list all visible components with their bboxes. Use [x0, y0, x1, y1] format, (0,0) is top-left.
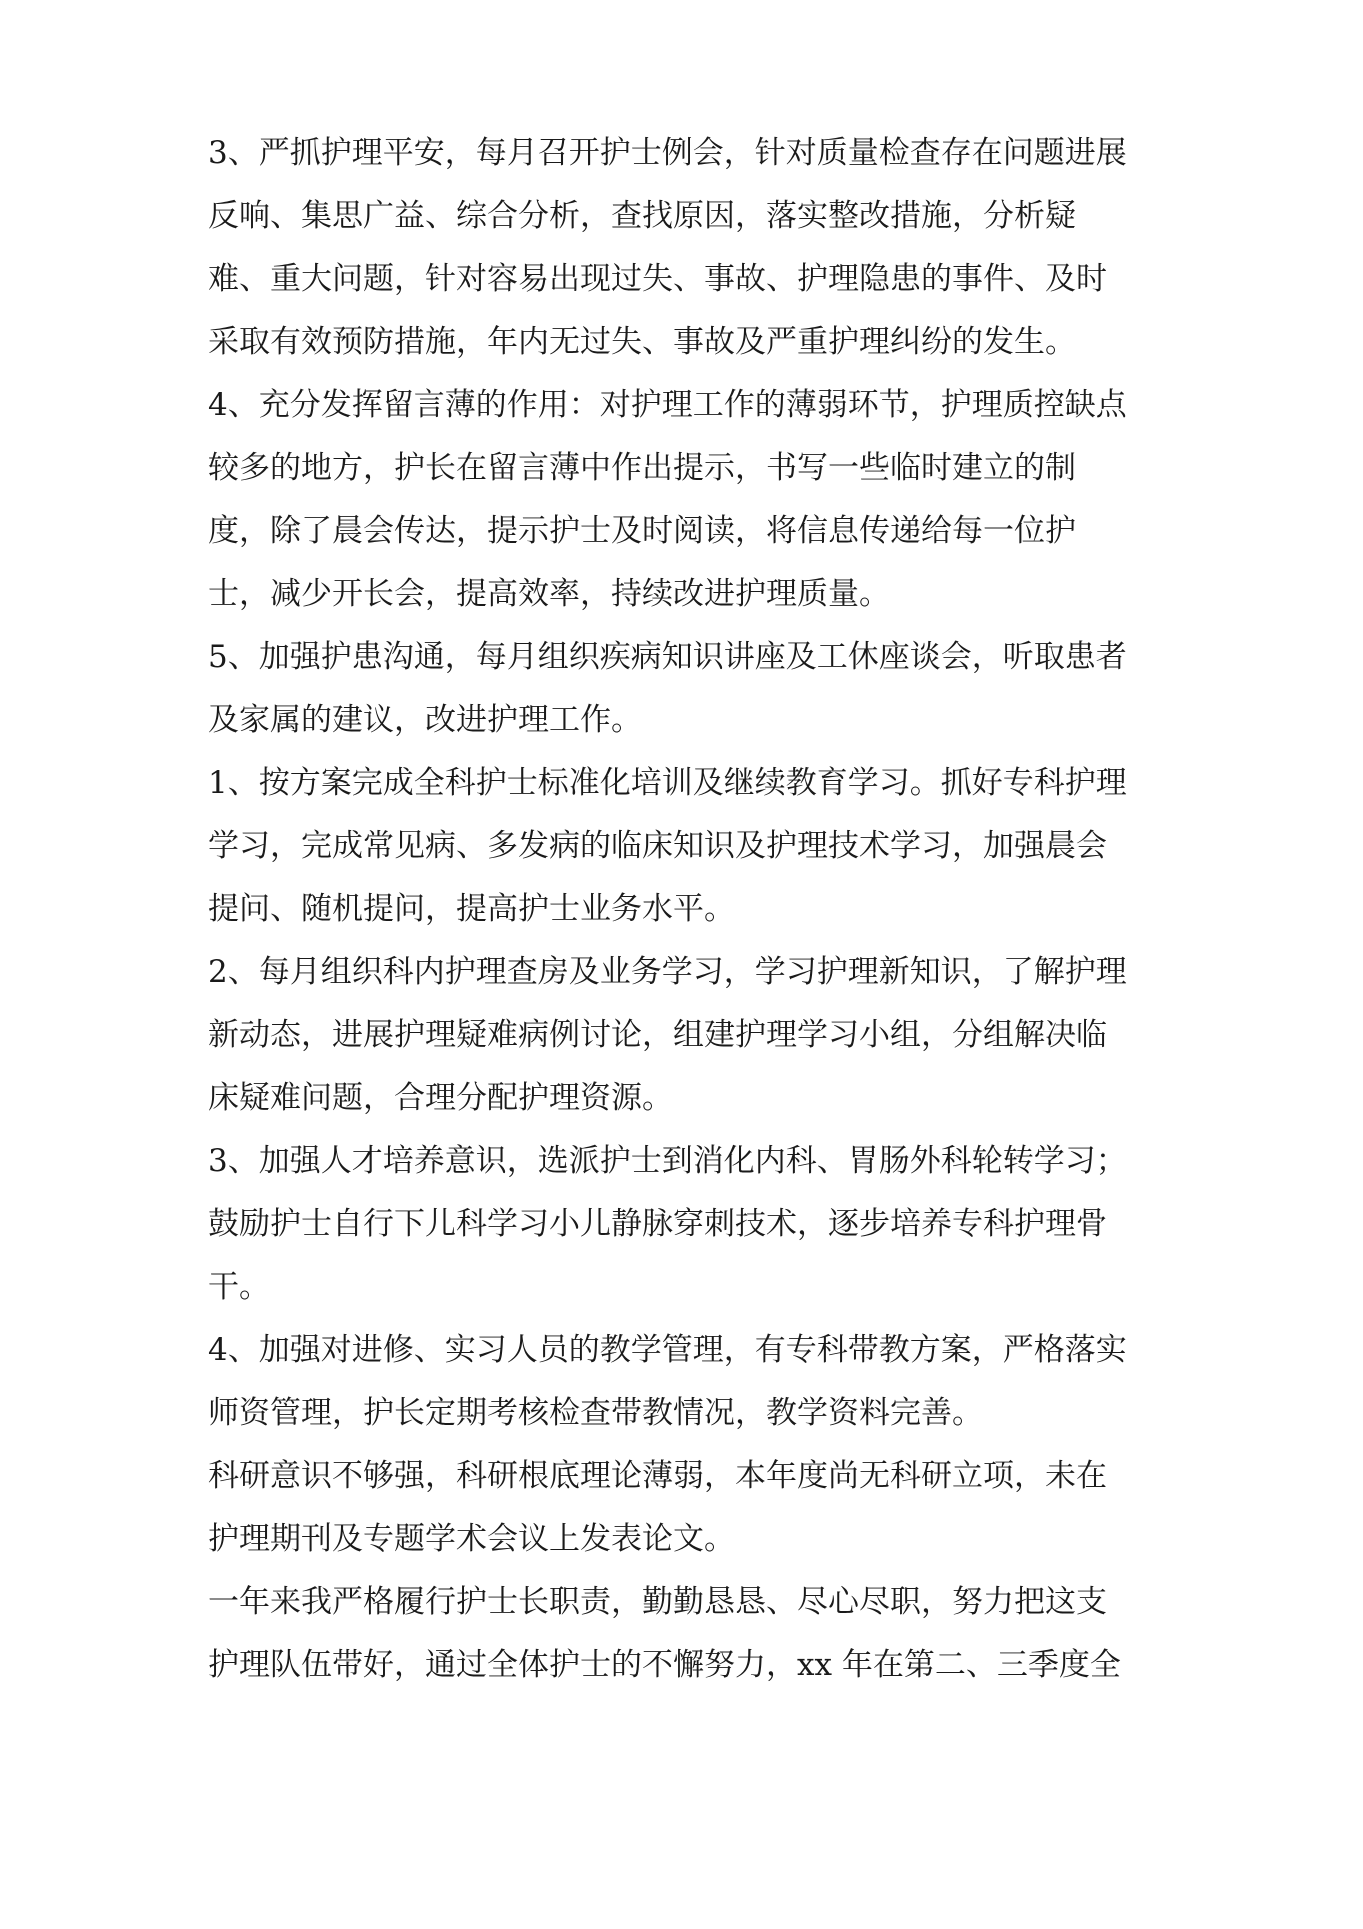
text-line: 较多的地方，护长在留言薄中作出提示，书写一些临时建立的制 [208, 450, 1076, 486]
text-line: 5、加强护患沟通，每月组织疾病知识讲座及工休座谈会，听取患者 [208, 639, 1127, 675]
text-line: 采取有效预防措施，年内无过失、事故及严重护理纠纷的发生。 [208, 324, 1076, 360]
text-line: 4、充分发挥留言薄的作用：对护理工作的薄弱环节，护理质控缺点 [208, 387, 1127, 423]
text-line: 干。 [208, 1269, 270, 1305]
text-line: 学习，完成常见病、多发病的临床知识及护理技术学习，加强晨会 [208, 828, 1107, 864]
text-line: 3、加强人才培养意识，选派护士到消化内科、胃肠外科轮转学习； [208, 1143, 1127, 1179]
text-line: 一年来我严格履行护士长职责，勤勤恳恳、尽心尽职，努力把这支 [208, 1584, 1107, 1620]
text-line: 护理队伍带好，通过全体护士的不懈努力，xx 年在第二、三季度全 [208, 1647, 1121, 1683]
text-line: 1、按方案完成全科护士标准化培训及继续教育学习。抓好专科护理 [208, 765, 1127, 801]
text-line: 难、重大问题，针对容易出现过失、事故、护理隐患的事件、及时 [208, 261, 1107, 297]
text-line: 鼓励护士自行下儿科学习小儿静脉穿刺技术，逐步培养专科护理骨 [208, 1206, 1107, 1242]
text-line: 士，减少开长会，提高效率，持续改进护理质量。 [208, 576, 890, 612]
text-line: 4、加强对进修、实习人员的教学管理，有专科带教方案，严格落实 [208, 1332, 1127, 1368]
text-line: 及家属的建议，改进护理工作。 [208, 702, 642, 738]
text-line: 2、每月组织科内护理查房及业务学习，学习护理新知识，了解护理 [208, 954, 1127, 990]
text-line: 科研意识不够强，科研根底理论薄弱，本年度尚无科研立项，未在 [208, 1458, 1107, 1494]
text-line: 师资管理，护长定期考核检查带教情况，教学资料完善。 [208, 1395, 983, 1431]
document-body [208, 122, 1168, 1697]
text-line: 护理期刊及专题学术会议上发表论文。 [208, 1521, 735, 1557]
text-line: 提问、随机提问，提高护士业务水平。 [208, 891, 735, 927]
text-line: 度，除了晨会传达，提示护士及时阅读，将信息传递给每一位护 [208, 513, 1076, 549]
text-line: 新动态，进展护理疑难病例讨论，组建护理学习小组，分组解决临 [208, 1017, 1107, 1053]
text-line: 床疑难问题，合理分配护理资源。 [208, 1080, 673, 1116]
text-line: 反响、集思广益、综合分析，查找原因，落实整改措施，分析疑 [208, 198, 1076, 234]
text-line: 3、严抓护理平安，每月召开护士例会，针对质量检查存在问题进展 [208, 135, 1127, 171]
